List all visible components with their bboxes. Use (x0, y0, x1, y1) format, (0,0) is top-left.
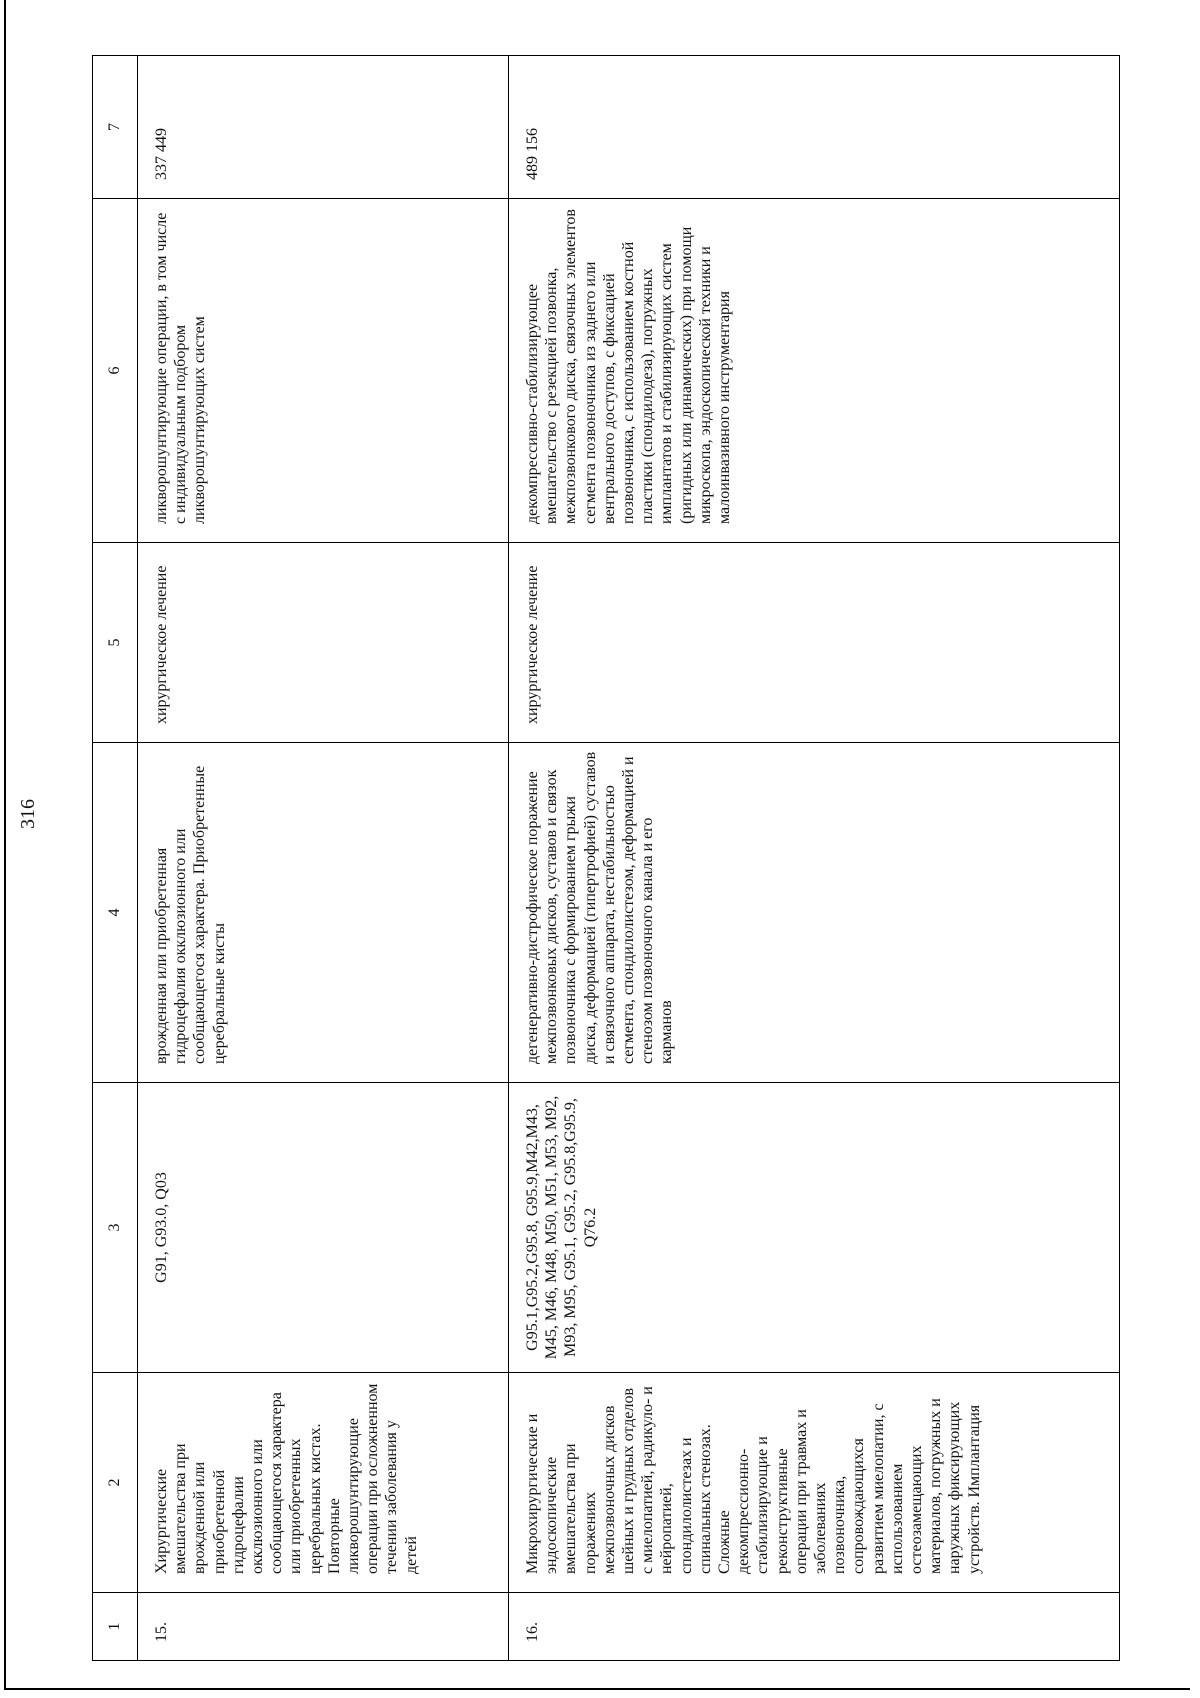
treatment-type: хирургическое лечение (138, 543, 509, 743)
header-row (93, 56, 138, 1661)
intervention-name: Микрохирургические и эндоскопические вмешательства при поражениях межпозвоночных дисков шейных и грудных отделов с миелопатией, радикуло- и нейропатией, спондилолистезах и спинальных стенозах. Сложные декомпрессионно-стабилизирующие и реконструктивные операции при травмах и заболеваниях позвоночника, сопровождающихся развитием миелопатии, с использованием остеозамещающих материалов, погружных и наружных фиксирующих устройств. Имплантация (509, 1373, 1120, 1593)
patient-model: врожденная или приобретенная гидроцефалия окклюзионного или сообщающегося характера. Приобретенные церебральные кисты (138, 743, 509, 1083)
treatment-method: декомпрессивно-стабилизирующее вмешательство с резекцией позвонка, межпозвонкового диска, связочных элементов сегмента позвоночника из заднего или вентрального доступов, с фиксацией позвоночника, с использованием костной пластики (спондилодеза), погружных имплантатов и стабилизирующих систем (ригидных или динамических) при помощи микроскопа, эндоскопической техники и малоинвазивного инструментария (509, 199, 1120, 543)
icd-codes: G91, G93.0, Q03 (138, 1083, 509, 1373)
intervention-name: Хирургические вмешательства при врожденной или приобретенной гидроцефалии окклюзионного или сообщающегося характера или приобретенных церебральных кистах. Повторные ликворошунтирующие операции при осложненном течении заболевания у детей (138, 1373, 509, 1593)
header-col-6: 6 (93, 199, 138, 543)
medical-care-table (92, 55, 1120, 1661)
header-col-4: 4 (93, 743, 138, 1083)
icd-codes: G95.1,G95.2,G95.8, G95.9,M42,M43, M45, M46, M48, M50, M51, M53, M92, M93, M95, G95.1, G95.2, G95.8,G95.9, Q76.2 (509, 1083, 1120, 1373)
header-col-3: 3 (93, 1083, 138, 1373)
patient-model: дегенеративно-дистрофическое поражение межпозвонковых дисков, суставов и связок позвоночника с формированием грыжи диска, деформацией (гипертрофией) суставов и связочного аппарата, нестабильностью сегмента, спондилолистезом, деформацией и стенозом позвоночного канала и его карманов (509, 743, 1120, 1083)
header-col-2: 2 (93, 1373, 138, 1593)
header-col-7: 7 (93, 56, 138, 199)
table-row (509, 56, 1120, 1661)
table-row (138, 56, 509, 1661)
header-col-5: 5 (93, 543, 138, 743)
header-col-1: 1 (93, 1593, 138, 1661)
rotated-table-container (92, 56, 1107, 1661)
row-number: 16. (509, 1593, 1120, 1661)
row-number: 15. (138, 1593, 509, 1661)
treatment-method: ликворошунтирующие операции, в том числе с индивидуальным подбором ликворошунтирующих систем (138, 199, 509, 543)
treatment-type: хирургическое лечение (509, 543, 1120, 743)
cost-value: 489 156 (509, 56, 1120, 199)
page-number: 316 (17, 799, 39, 829)
cost-value: 337 449 (138, 56, 509, 199)
